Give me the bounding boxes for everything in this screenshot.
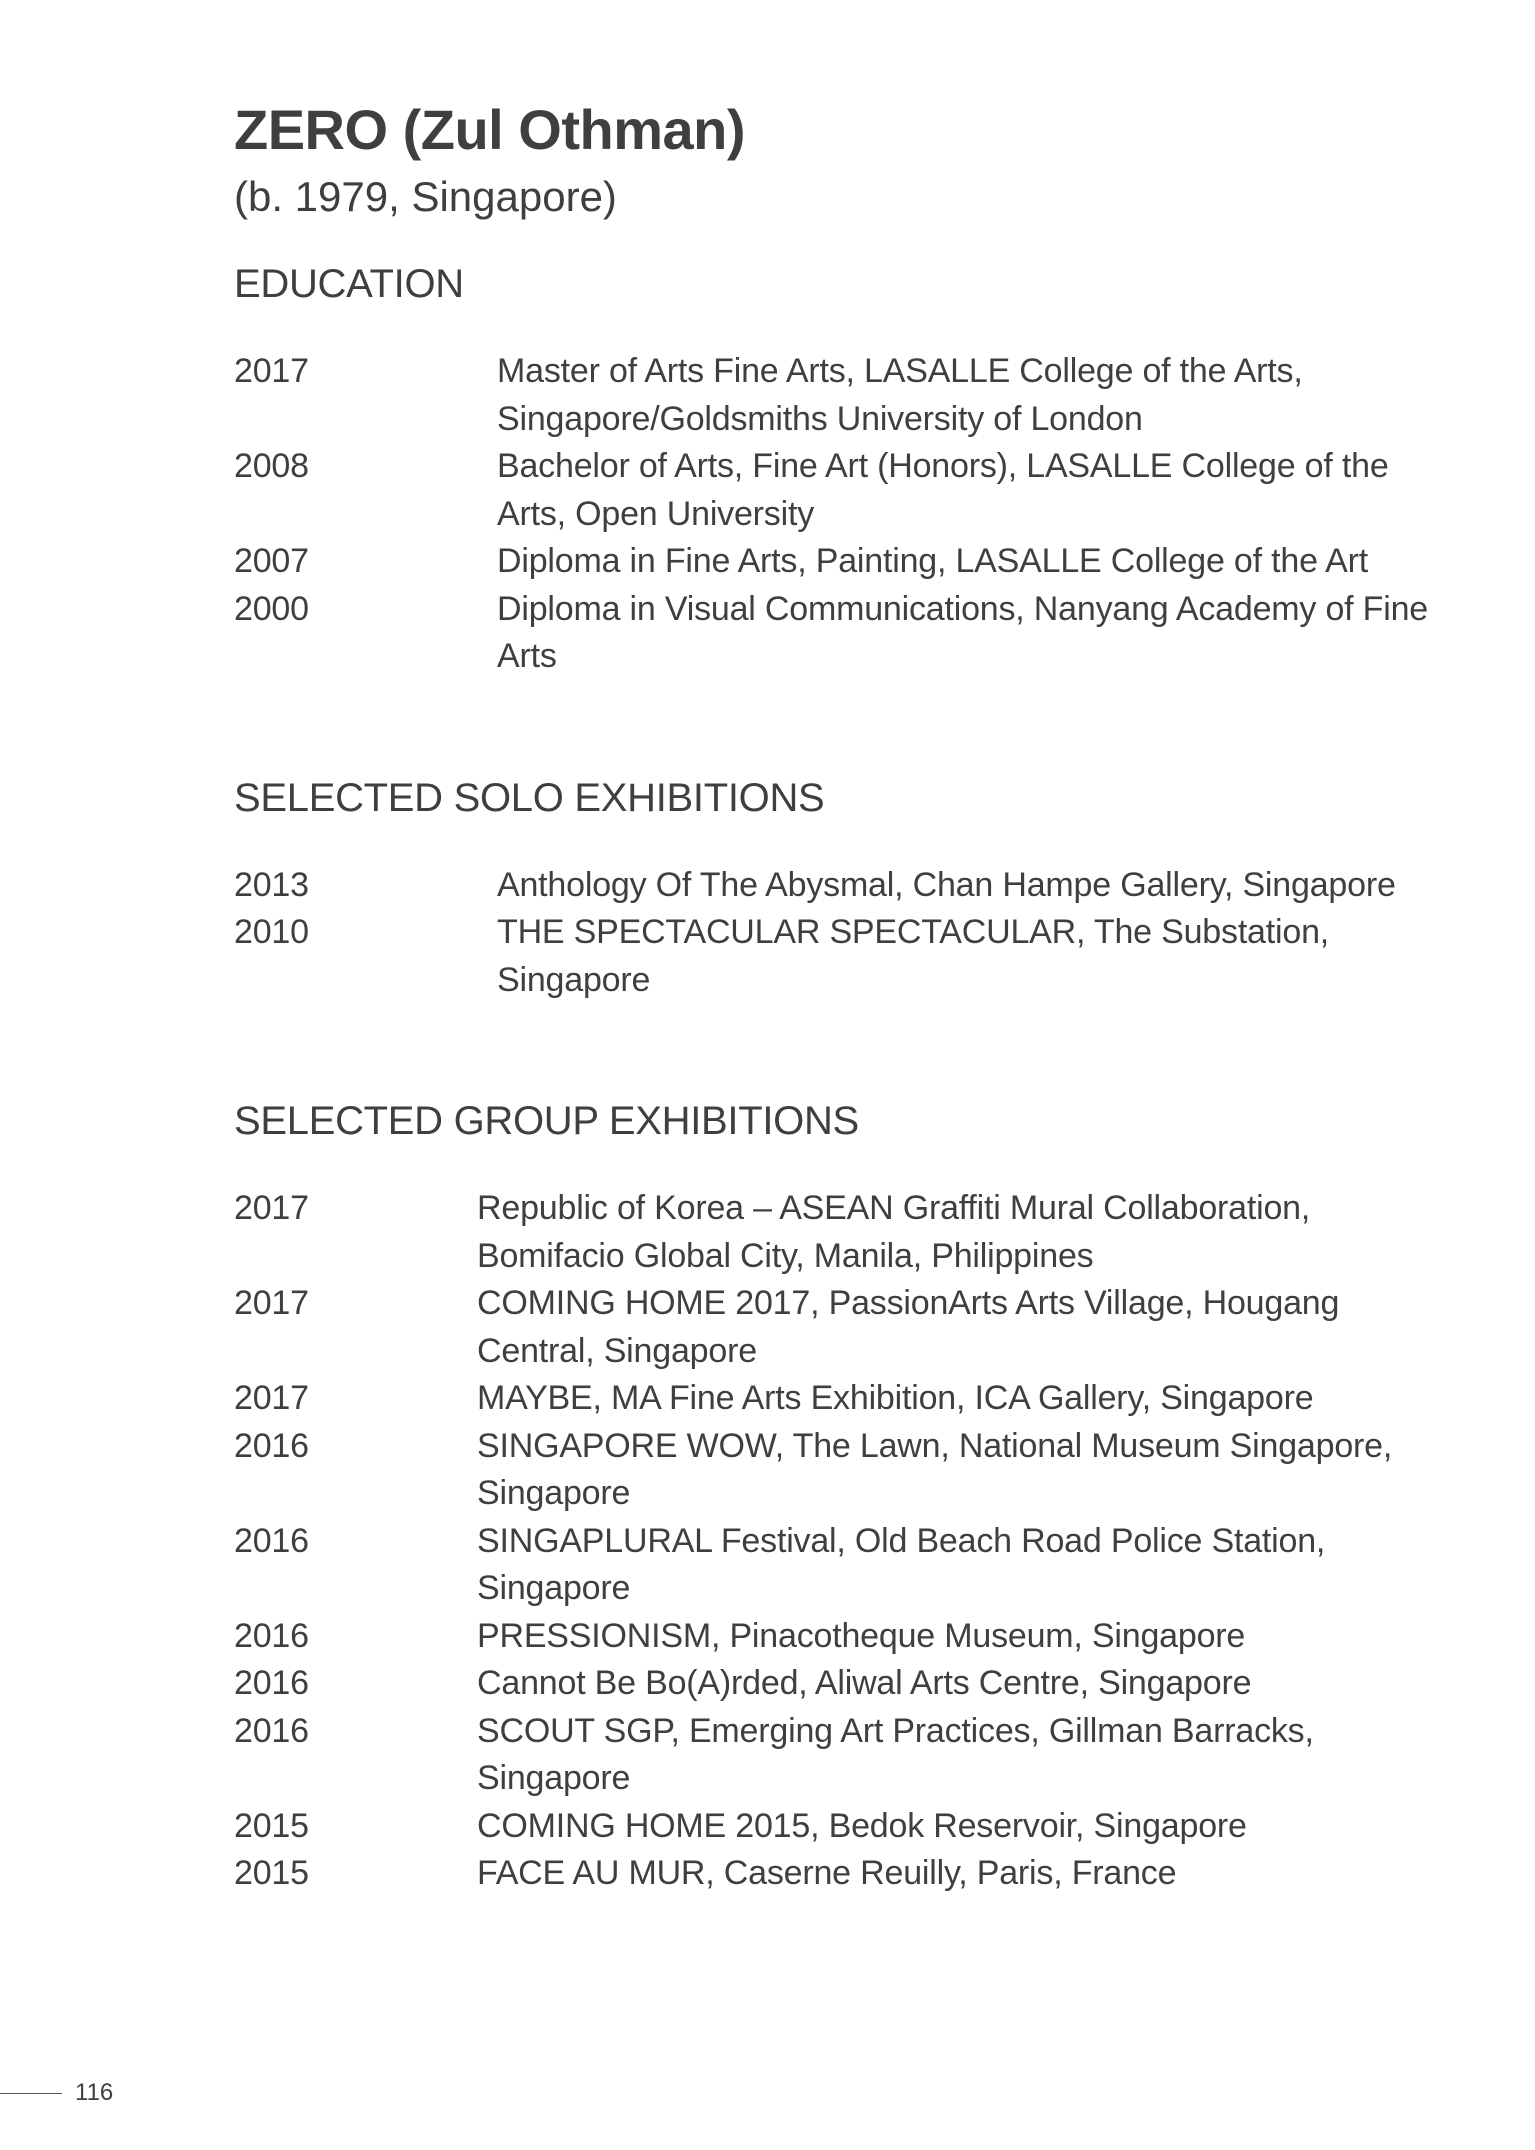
education-list <box>234 348 1454 681</box>
education-section <box>234 256 1454 681</box>
entry-year: 2017 <box>234 1189 309 1227</box>
entry-text: FACE AU MUR, Caserne Reuilly, Paris, France <box>477 1854 1177 1892</box>
entry-year: 2000 <box>234 589 309 628</box>
entry-year: 2017 <box>234 352 309 390</box>
entry-text: Diploma in Fine Arts, Painting, LASALLE College of the Art <box>497 542 1368 580</box>
entry-text: SINGAPORE WOW, The Lawn, National Museum Singapore, Singapore <box>477 1426 1393 1512</box>
group-exhibitions-heading: SELECTED GROUP EXHIBITIONS <box>234 1099 859 1143</box>
artist-name: ZERO (Zul Othman) <box>234 98 746 161</box>
entry-year: 2016 <box>234 1426 309 1465</box>
group-exhibition-entry <box>234 1660 1454 1708</box>
group-exhibition-entry <box>234 1850 1454 1898</box>
entry-year: 2016 <box>234 1711 309 1750</box>
entry-year: 2008 <box>234 447 309 485</box>
group-exhibition-entry <box>234 1375 1454 1423</box>
entry-year: 2015 <box>234 1806 309 1845</box>
entry-text: Anthology Of The Abysmal, Chan Hampe Gallery, Singapore <box>497 865 1396 904</box>
entry-year: 2010 <box>234 913 309 951</box>
group-exhibition-entry <box>234 1803 1454 1851</box>
entry-year: 2016 <box>234 1664 309 1702</box>
solo-exhibitions-section <box>234 770 1454 1005</box>
group-exhibitions-list <box>234 1185 1454 1898</box>
entry-text: COMING HOME 2017, PassionArts Arts Village, Hougang Central, Singapore <box>477 1284 1340 1370</box>
education-entry <box>234 586 1454 681</box>
solo-exhibitions-heading: SELECTED SOLO EXHIBITIONS <box>234 775 825 820</box>
group-exhibition-entry <box>234 1518 1454 1613</box>
group-exhibition-entry <box>234 1185 1454 1280</box>
entry-year: 2016 <box>234 1521 309 1560</box>
solo-exhibition-entry <box>234 862 1454 910</box>
group-exhibition-entry <box>234 1423 1454 1518</box>
entry-text: PRESSIONISM, Pinacotheque Museum, Singapore <box>477 1616 1246 1655</box>
entry-text: SINGAPLURAL Festival, Old Beach Road Police Station, Singapore <box>477 1521 1326 1607</box>
entry-year: 2017 <box>234 1379 309 1417</box>
education-entry <box>234 538 1454 586</box>
entry-text: MAYBE, MA Fine Arts Exhibition, ICA Gallery, Singapore <box>477 1379 1314 1417</box>
solo-exhibition-entry <box>234 909 1454 1004</box>
entry-text: THE SPECTACULAR SPECTACULAR, The Substation, Singapore <box>497 913 1330 999</box>
education-entry <box>234 348 1454 443</box>
solo-exhibitions-list <box>234 862 1454 1005</box>
education-heading: EDUCATION <box>234 262 464 306</box>
entry-text: Republic of Korea – ASEAN Graffiti Mural Collaboration, Bomifacio Global City, Manila, Philippines <box>477 1189 1311 1275</box>
group-exhibitions-section <box>234 1093 1454 1898</box>
entry-text: Diploma in Visual Communications, Nanyang Academy of Fine Arts <box>497 589 1428 675</box>
entry-year: 2015 <box>234 1854 309 1892</box>
entry-year: 2016 <box>234 1616 309 1655</box>
education-entry <box>234 443 1454 538</box>
entry-text: SCOUT SGP, Emerging Art Practices, Gillman Barracks, Singapore <box>477 1711 1314 1797</box>
entry-year: 2013 <box>234 865 309 904</box>
group-exhibition-entry <box>234 1280 1454 1375</box>
footer-rule <box>0 2093 62 2094</box>
entry-text: Master of Arts Fine Arts, LASALLE College of the Arts, Singapore/Goldsmiths University of London <box>497 352 1303 438</box>
page-number: 116 <box>75 2079 114 2106</box>
group-exhibition-entry <box>234 1613 1454 1661</box>
artist-birth-info: (b. 1979, Singapore) <box>234 173 617 220</box>
biography-content <box>234 92 1454 1898</box>
entry-year: 2017 <box>234 1284 309 1322</box>
entry-text: Cannot Be Bo(A)rded, Aliwal Arts Centre, Singapore <box>477 1664 1252 1702</box>
entry-text: COMING HOME 2015, Bedok Reservoir, Singapore <box>477 1806 1247 1845</box>
group-exhibition-entry <box>234 1708 1454 1803</box>
entry-year: 2007 <box>234 542 309 580</box>
entry-text: Bachelor of Arts, Fine Art (Honors), LASALLE College of the Arts, Open University <box>497 447 1389 533</box>
